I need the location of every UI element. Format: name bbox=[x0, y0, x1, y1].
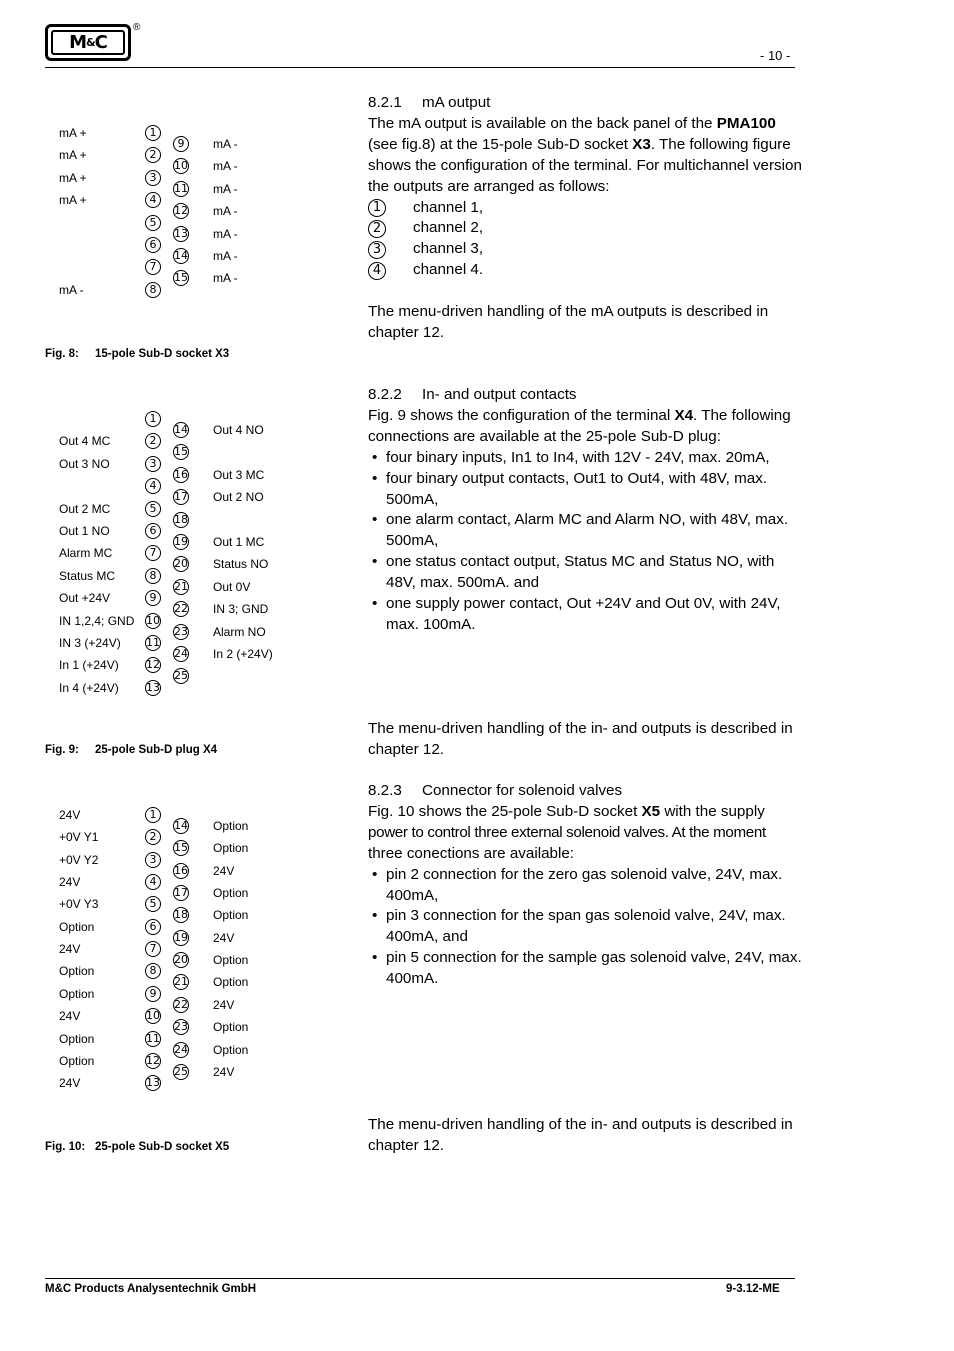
pin-number: 2 bbox=[145, 829, 161, 845]
section-8-2-1-heading bbox=[368, 93, 804, 114]
pin-number: 5 bbox=[145, 896, 161, 912]
pin-number: 13 bbox=[146, 680, 160, 694]
section-number: 8.2.2 bbox=[368, 386, 402, 403]
pin-number: 8 bbox=[145, 568, 161, 584]
pin-number: 18 bbox=[174, 908, 188, 922]
pin-label: mA - bbox=[213, 204, 238, 219]
pin-label: mA - bbox=[213, 249, 238, 263]
pin-label: Out 4 MC bbox=[59, 434, 111, 449]
pin-label: 24V bbox=[59, 808, 81, 822]
pin-number: 18 bbox=[174, 512, 188, 526]
pin-number: 19 bbox=[174, 535, 188, 548]
pin-number: 17 bbox=[174, 886, 188, 900]
pin-label: mA + bbox=[59, 148, 87, 163]
pin-number: 12 bbox=[146, 1053, 160, 1067]
pin-number: 9 bbox=[173, 136, 189, 152]
figure-10-caption-number: Fig. 10: bbox=[45, 1141, 86, 1153]
pin-label: Option bbox=[213, 886, 249, 901]
pin-label: Out 3 NO bbox=[59, 456, 110, 471]
pin-number: 12 bbox=[174, 204, 188, 218]
valve-list bbox=[368, 865, 804, 990]
terminal-name: X4 bbox=[674, 406, 694, 424]
terminal-name: X3 bbox=[632, 135, 651, 153]
footer-rule bbox=[45, 1278, 795, 1279]
company-logo-inner bbox=[51, 30, 125, 55]
pin-number: 3 bbox=[145, 456, 161, 472]
pin-label: mA + bbox=[59, 193, 87, 208]
pin-label: Out 1 NO bbox=[59, 524, 110, 538]
pin-label: mA - bbox=[213, 159, 238, 174]
pin-number: 20 bbox=[174, 557, 188, 571]
connection-list bbox=[368, 448, 804, 636]
list-item: • pin 5 connection for the sample gas solenoid valve, 24V, max. 400mA. bbox=[368, 948, 804, 990]
channel-item bbox=[368, 198, 804, 219]
logo-letter-m: M bbox=[69, 32, 87, 53]
pin-number: 17 bbox=[174, 490, 188, 504]
pin-label: In 2 (+24V) bbox=[213, 647, 273, 661]
footer-company: M&C Products Analysentechnik GmbH bbox=[45, 1283, 257, 1295]
pin-label: 24V bbox=[59, 1009, 81, 1024]
pin-label: 24V bbox=[213, 1064, 235, 1079]
pin-number: 4 bbox=[368, 262, 386, 280]
section-title: In- and output contacts bbox=[422, 386, 577, 403]
section-title: mA output bbox=[422, 94, 491, 111]
section-number: 8.2.1 bbox=[368, 94, 402, 111]
list-item: • one supply power contact, Out +24V and Out 0V, with 24V, max. 100mA. bbox=[368, 594, 804, 636]
pin-number: 6 bbox=[145, 523, 161, 539]
pin-label: In 4 (+24V) bbox=[59, 680, 119, 695]
pin-number: 7 bbox=[145, 545, 161, 561]
pin-label: IN 3 (+24V) bbox=[59, 636, 121, 650]
pin-label: Out 1 MC bbox=[213, 535, 265, 549]
pin-number: 2 bbox=[368, 220, 386, 238]
pin-number: 1 bbox=[145, 807, 161, 823]
pin-number: 16 bbox=[174, 467, 188, 481]
channel-list bbox=[368, 198, 804, 282]
pin-label: Option bbox=[59, 964, 95, 979]
registered-mark: ® bbox=[133, 22, 141, 33]
pin-label: +0V Y1 bbox=[59, 830, 99, 845]
pin-number: 7 bbox=[145, 941, 161, 957]
pin-number: 6 bbox=[145, 237, 161, 253]
pin-number: 9 bbox=[145, 590, 161, 606]
pin-label: +0V Y3 bbox=[59, 897, 99, 912]
pin-number: 11 bbox=[146, 636, 160, 649]
pin-number: 4 bbox=[145, 192, 161, 208]
pin-number: 3 bbox=[145, 170, 161, 186]
section-8-2-3-line-2: power to control three external solenoid valves. At the moment bbox=[368, 823, 766, 841]
pin-label: 24V bbox=[59, 875, 81, 890]
pin-label: mA - bbox=[213, 137, 238, 151]
pin-number: 1 bbox=[145, 411, 161, 427]
pin-number: 21 bbox=[174, 579, 188, 593]
section-8-2-1-note: The menu-driven handling of the mA outputs is described in chapter 12. bbox=[368, 303, 769, 341]
channel-label: channel 1, bbox=[413, 198, 484, 216]
header-rule bbox=[45, 67, 795, 68]
section-8-2-2-note: The menu-driven handling of the in- and outputs is described in chapter 12. bbox=[368, 720, 793, 758]
section-8-2-2-heading bbox=[368, 385, 804, 406]
section-8-2-2-paragraph bbox=[368, 406, 804, 448]
pin-label: Option bbox=[59, 919, 95, 934]
pin-number: 14 bbox=[174, 423, 188, 436]
pin-label: In 1 (+24V) bbox=[59, 658, 119, 673]
pin-label: Option bbox=[59, 1031, 95, 1046]
pin-label: Out 2 NO bbox=[213, 490, 264, 505]
pin-label: mA + bbox=[59, 126, 87, 140]
pin-number: 14 bbox=[174, 249, 188, 262]
pin-label: 24V bbox=[59, 942, 81, 957]
pin-number: 3 bbox=[368, 241, 386, 259]
pin-label: Out 4 NO bbox=[213, 423, 264, 437]
pin-number: 11 bbox=[146, 1031, 160, 1045]
pin-label: Option bbox=[213, 953, 249, 968]
pin-number: 25 bbox=[174, 669, 188, 683]
pin-number: 10 bbox=[146, 1009, 160, 1023]
channel-label: channel 2, bbox=[413, 219, 484, 237]
text-run: . The following figure shows the configuration of the terminal. For multichannel version the outputs are arranged as follows: bbox=[368, 135, 802, 195]
product-name: PMA100 bbox=[716, 114, 776, 132]
pin-label: Option bbox=[59, 986, 95, 1001]
section-8-2-3-line-3: three conections are available: bbox=[368, 844, 575, 862]
pin-label: Option bbox=[213, 1020, 249, 1035]
channel-item bbox=[368, 260, 804, 281]
list-item: • one status contact output, Status MC and Status NO, with 48V, max. 500mA. and bbox=[368, 552, 804, 594]
pin-number: 23 bbox=[174, 624, 188, 638]
pin-number: 15 bbox=[174, 445, 188, 459]
pin-label: Out 3 MC bbox=[213, 467, 265, 482]
list-item: • four binary output contacts, Out1 to Out4, with 48V, max. 500mA, bbox=[368, 469, 804, 511]
channel-label: channel 4. bbox=[413, 261, 484, 279]
pin-label: 24V bbox=[213, 997, 235, 1012]
channel-label: channel 3, bbox=[413, 240, 484, 258]
list-item: • four binary inputs, In1 to In4, with 12V - 24V, max. 20mA, bbox=[368, 448, 804, 469]
pin-number: 20 bbox=[174, 953, 188, 967]
figure-10-caption-text: 25-pole Sub-D socket X5 bbox=[95, 1141, 230, 1153]
section-8-2-3-heading bbox=[368, 781, 804, 802]
pin-label: IN 1,2,4; GND bbox=[59, 613, 135, 628]
pin-label: Status MC bbox=[59, 568, 116, 583]
pin-label: Alarm NO bbox=[213, 624, 266, 639]
figure-8-caption-text: 15-pole Sub-D socket X3 bbox=[95, 348, 230, 360]
pin-label: 24V bbox=[59, 1076, 81, 1091]
pin-number: 2 bbox=[145, 147, 161, 163]
pin-number: 16 bbox=[174, 863, 188, 877]
section-8-2-3-note: The menu-driven handling of the in- and outputs is described in chapter 12. bbox=[368, 1116, 793, 1154]
channel-item bbox=[368, 239, 804, 260]
pin-number: 10 bbox=[146, 613, 160, 627]
figure-9-caption bbox=[45, 744, 217, 756]
pin-number: 14 bbox=[174, 819, 188, 832]
pin-number: 15 bbox=[174, 841, 188, 855]
section-8-2-2 bbox=[368, 385, 804, 636]
list-item: • pin 2 connection for the zero gas solenoid valve, 24V, max. 400mA, bbox=[368, 865, 804, 907]
text-run: with the supply bbox=[660, 802, 765, 820]
pin-number: 9 bbox=[145, 986, 161, 1002]
pin-label: Option bbox=[59, 1053, 95, 1068]
section-number: 8.2.3 bbox=[368, 782, 402, 799]
terminal-name: X5 bbox=[641, 802, 661, 820]
pin-label: mA - bbox=[213, 226, 238, 241]
pin-number: 7 bbox=[145, 259, 161, 275]
pin-label: Option bbox=[213, 841, 249, 856]
pin-number: 11 bbox=[174, 181, 188, 195]
pin-number: 10 bbox=[174, 159, 188, 173]
pin-number: 4 bbox=[145, 478, 161, 494]
pin-label: IN 3; GND bbox=[213, 602, 269, 617]
pin-label: Option bbox=[213, 819, 249, 833]
figure-9-caption-number: Fig. 9: bbox=[45, 744, 79, 756]
pin-number: 12 bbox=[146, 658, 160, 672]
pin-number: 5 bbox=[145, 501, 161, 517]
pin-label: 24V bbox=[213, 930, 235, 945]
pin-number: 24 bbox=[174, 647, 188, 660]
company-logo bbox=[45, 24, 131, 61]
pin-number: 3 bbox=[145, 852, 161, 868]
figure-10-caption bbox=[45, 1141, 229, 1153]
pin-number: 4 bbox=[145, 874, 161, 890]
logo-ampersand: & bbox=[86, 36, 95, 49]
text-run: (see fig.8) at the 15-pole Sub-D socket bbox=[368, 135, 633, 153]
pin-label: 24V bbox=[213, 863, 235, 878]
section-8-2-1-paragraph bbox=[368, 114, 804, 198]
figure-8-caption bbox=[45, 348, 229, 360]
figure-9-caption-text: 25-pole Sub-D plug X4 bbox=[95, 744, 218, 756]
pin-number: 6 bbox=[145, 919, 161, 935]
text-run: Fig. 10 shows the 25-pole Sub-D socket bbox=[368, 802, 642, 820]
pin-label: Status NO bbox=[213, 557, 269, 572]
pin-number: 5 bbox=[145, 215, 161, 231]
page-number: - 10 - bbox=[760, 48, 791, 63]
pin-label: Option bbox=[213, 1042, 249, 1057]
pin-number: 1 bbox=[368, 199, 386, 217]
pin-number: 21 bbox=[174, 975, 188, 989]
pin-label: Alarm MC bbox=[59, 546, 113, 561]
section-8-2-3-line-1 bbox=[368, 802, 804, 823]
pin-number: 8 bbox=[145, 963, 161, 979]
pin-number: 22 bbox=[174, 602, 188, 616]
logo-letter-c: C bbox=[94, 32, 107, 53]
text-run: . The following connections are available at the 25-pole Sub-D plug: bbox=[368, 406, 791, 445]
pin-number: 13 bbox=[174, 226, 188, 240]
pin-label: mA - bbox=[213, 181, 238, 196]
pin-number: 25 bbox=[174, 1064, 188, 1078]
pin-label: mA + bbox=[59, 170, 87, 185]
pin-label: mA - bbox=[213, 271, 238, 286]
pin-label: Option bbox=[213, 975, 249, 990]
list-item: • pin 3 connection for the span gas solenoid valve, 24V, max. 400mA, and bbox=[368, 906, 804, 948]
pin-label: Out 2 MC bbox=[59, 501, 111, 516]
pin-number: 23 bbox=[174, 1020, 188, 1034]
pin-label: Option bbox=[213, 908, 249, 923]
section-8-2-1 bbox=[368, 93, 804, 344]
pin-number: 15 bbox=[174, 271, 188, 285]
footer-doc-id: 9-3.12-ME bbox=[726, 1283, 780, 1295]
pin-label: mA - bbox=[59, 282, 84, 297]
pin-label: Out 0V bbox=[213, 579, 251, 594]
pin-label: +0V Y2 bbox=[59, 852, 99, 867]
pin-label: Out +24V bbox=[59, 591, 111, 606]
pin-number: 8 bbox=[145, 282, 161, 298]
pin-number: 22 bbox=[174, 997, 188, 1011]
figure-8-caption-number: Fig. 8: bbox=[45, 348, 79, 360]
section-8-2-3 bbox=[368, 781, 804, 990]
text-run: Fig. 9 shows the configuration of the terminal bbox=[368, 406, 675, 424]
pin-number: 2 bbox=[145, 433, 161, 449]
pin-number: 13 bbox=[146, 1076, 160, 1090]
pin-number: 24 bbox=[174, 1042, 188, 1056]
list-item: • one alarm contact, Alarm MC and Alarm NO, with 48V, max. 500mA, bbox=[368, 510, 804, 552]
pin-number: 1 bbox=[145, 125, 161, 141]
channel-item bbox=[368, 218, 804, 239]
text-run: The mA output is available on the back panel of the bbox=[368, 114, 717, 132]
section-title: Connector for solenoid valves bbox=[422, 782, 623, 799]
pin-number: 19 bbox=[174, 930, 188, 944]
